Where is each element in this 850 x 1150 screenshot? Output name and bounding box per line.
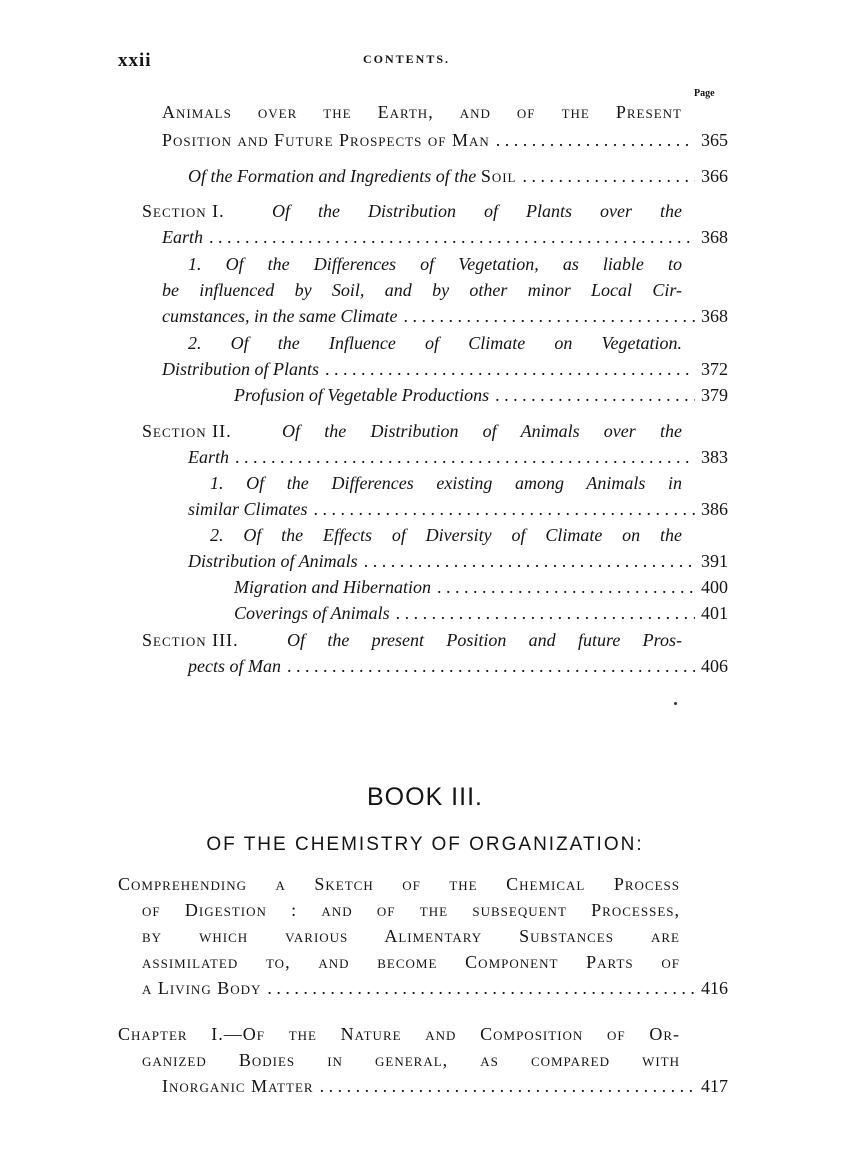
dot-leader (437, 577, 695, 598)
toc-entry-section-1-sub1 (162, 306, 728, 327)
section-2-title-line1: Of the Distribution of Animals over the (282, 421, 682, 441)
page-ref: 406 (701, 656, 728, 676)
coverings-title: Coverings of Animals (234, 603, 390, 623)
toc-entry-vegetable-productions (234, 385, 728, 406)
dot-leader (396, 603, 695, 624)
dot-leader (496, 130, 695, 151)
section-2-sub2-line2: Distribution of Animals (188, 551, 358, 571)
toc-entry-section-1-sub2 (162, 359, 728, 380)
section-2-sub1-line1: 1. Of the Differences existing among Animals in (210, 473, 682, 493)
section-1-sub2-line2: Distribution of Plants (162, 359, 320, 379)
page-ref: 401 (701, 603, 728, 623)
migration-title: Migration and Hibernation (234, 577, 431, 597)
chapter-continued-line2: Position and Future Prospects of Man (162, 130, 490, 150)
section-2-sub2-line1: 2. Of the Effects of Diversity of Climate on the (210, 525, 682, 545)
section-3-title-line1: Of the present Position and future Pros- (287, 630, 682, 650)
section-3-heading (142, 630, 682, 651)
dot-leader (314, 499, 695, 520)
section-1-sub1-line2: be influenced by Soil, and by other minor Local Cir- (162, 280, 682, 300)
page-number: xxii (118, 50, 152, 71)
section-3-label: Section III. (142, 630, 239, 650)
section-1-sub1-line1: 1. Of the Differences of Vegetation, as liable to (188, 254, 682, 274)
book-description-line4: assimilated to, and become Component Parts of (142, 952, 680, 972)
dot-leader (209, 227, 695, 248)
chapter-1-line1: Chapter I.—Of the Nature and Composition of Or- (118, 1024, 680, 1044)
toc-entry-section-1 (162, 227, 728, 248)
toc-entry-section-2-sub2 (188, 551, 728, 572)
page-column-label: Page (694, 88, 715, 99)
book-description-line1: Comprehending a Sketch of the Chemical Process (118, 874, 680, 894)
chapter-1-line3: Inorganic Matter (162, 1076, 314, 1096)
dot-leader (325, 359, 695, 380)
dot-leader (403, 306, 695, 327)
book-title: BOOK III. (367, 783, 483, 811)
toc-entry-section-2 (188, 447, 728, 468)
page-ref: 368 (701, 227, 728, 247)
page-ref: 365 (701, 130, 728, 150)
toc-entry-book-3 (142, 978, 728, 999)
dot-leader (320, 1076, 695, 1097)
section-2-label: Section II. (142, 421, 232, 441)
book-description-line3: by which various Alimentary Substances are (142, 926, 680, 946)
toc-entry-section-2-sub1 (188, 499, 728, 520)
section-1-heading (142, 201, 682, 222)
page-ref: 379 (701, 385, 728, 405)
section-2-sub1-line2: similar Climates (188, 499, 308, 519)
chapter-continued-line1: Animals over the Earth, and of the Present (162, 102, 682, 122)
page-ref: 366 (701, 166, 728, 186)
book-description-line5: a Living Body (142, 978, 262, 998)
section-2-heading (142, 421, 682, 442)
section-1-label: Section I. (142, 201, 225, 221)
running-head: CONTENTS. (363, 52, 451, 66)
toc-entry-section-3 (188, 656, 728, 677)
dot-leader (495, 385, 695, 406)
page-ref: 417 (701, 1076, 728, 1096)
section-1-title-line1: Of the Distribution of Plants over the (272, 201, 682, 221)
section-1-title-line2: Earth (162, 227, 204, 247)
stray-ink-dot (674, 702, 677, 705)
section-2-title-line2: Earth (188, 447, 230, 467)
page-ref: 372 (701, 359, 728, 379)
toc-entry-chapter-continued (162, 130, 728, 151)
page-ref: 368 (701, 306, 728, 326)
page-ref: 391 (701, 551, 728, 571)
dot-leader (522, 166, 695, 187)
page-ref: 386 (701, 499, 728, 519)
soil-title: Of the Formation and Ingredients of the (188, 166, 477, 186)
section-1-sub1-line3: cumstances, in the same Climate (162, 306, 398, 326)
page-ref: 416 (701, 978, 728, 998)
page-ref: 400 (701, 577, 728, 597)
dot-leader (267, 978, 695, 999)
toc-entry-coverings (234, 603, 728, 624)
chapter-1-line2: ganized Bodies in general, as compared with (142, 1050, 680, 1070)
section-3-title-line2: pects of Man (188, 656, 281, 676)
toc-entry-chapter-1 (162, 1076, 728, 1097)
soil-keyword: Soil (480, 166, 517, 186)
vegetable-productions-title: Profusion of Vegetable Productions (234, 385, 490, 405)
section-1-sub2-line1: 2. Of the Influence of Climate on Vegetation. (188, 333, 682, 353)
dot-leader (235, 447, 695, 468)
dot-leader (287, 656, 695, 677)
page-ref: 383 (701, 447, 728, 467)
toc-entry-soil (188, 166, 728, 187)
book-description-line2: of Digestion : and of the subsequent Processes, (142, 900, 680, 920)
book-subtitle: OF THE CHEMISTRY OF ORGANIZATION: (206, 834, 644, 855)
dot-leader (364, 551, 695, 572)
toc-entry-migration (234, 577, 728, 598)
